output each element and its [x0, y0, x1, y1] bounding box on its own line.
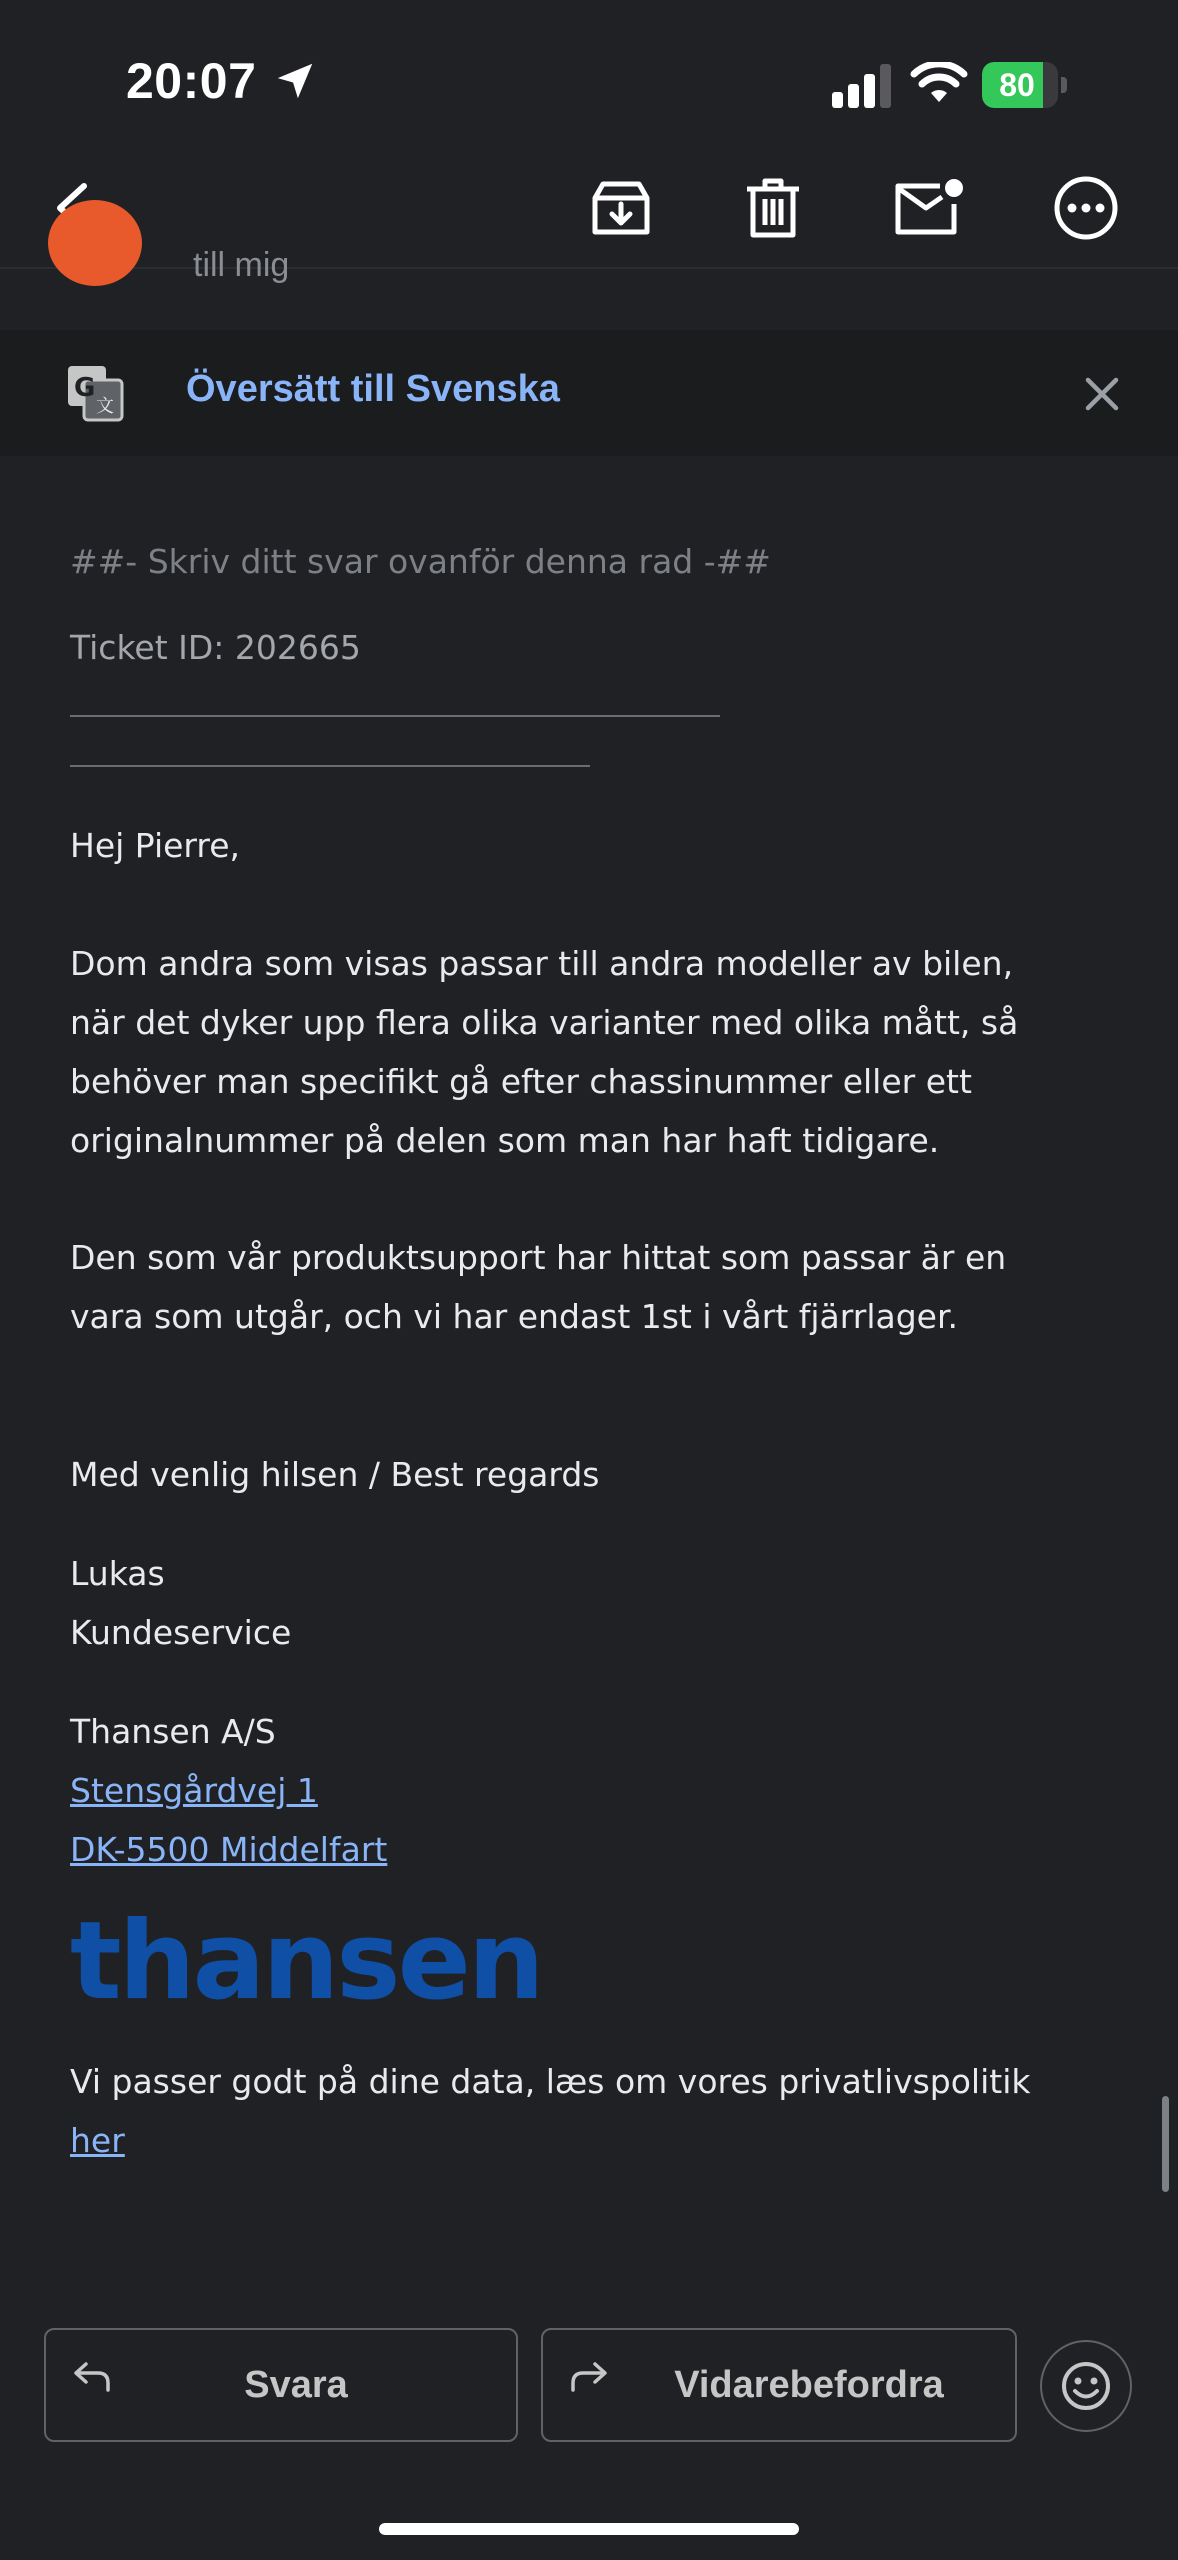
reply-label: Svara	[244, 2364, 348, 2406]
more-icon	[1053, 175, 1119, 241]
reply-button[interactable]	[44, 2328, 518, 2442]
location-arrow-icon	[272, 58, 318, 104]
delete-button[interactable]	[733, 168, 813, 248]
signature-department: Kundeservice	[70, 1613, 292, 1652]
recipient-line[interactable]: till mig	[193, 246, 290, 284]
message-paragraph-2	[70, 1228, 1006, 1346]
paragraph-line: vara som utgår, och vi har endast 1st i vårt fjärrlager.	[70, 1297, 959, 1336]
message-paragraph-1	[70, 934, 1018, 1170]
paragraph-line: originalnummer på delen som man har haft tidigare.	[70, 1121, 940, 1160]
separator-line	[70, 715, 720, 717]
toolbar-divider	[0, 267, 1178, 269]
battery-charging-icon	[982, 62, 1070, 108]
address-street-link[interactable]: Stensgårdvej 1	[70, 1771, 318, 1810]
privacy-link[interactable]: her	[70, 2121, 125, 2160]
sender-avatar[interactable]	[48, 200, 142, 286]
paragraph-line: Den som vår produktsupport har hittat som passar är en	[70, 1238, 1007, 1277]
address-city-link[interactable]: DK-5500 Middelfart	[70, 1830, 388, 1869]
privacy-text: Vi passer godt på dine data, læs om vores privatlivspolitik	[70, 2062, 1031, 2101]
translate-link[interactable]: Översätt till Svenska	[186, 368, 560, 410]
svg-text:文: 文	[96, 396, 114, 417]
emoji-reaction-button[interactable]	[1040, 2340, 1132, 2432]
paragraph-line: när det dyker upp flera olika varianter med olika mått, så	[70, 1003, 1019, 1042]
company-name: Thansen A/S	[70, 1712, 276, 1751]
status-time: 20:07	[126, 53, 257, 109]
close-icon[interactable]	[1072, 366, 1132, 422]
paragraph-line: Dom andra som visas passar till andra modeller av bilen,	[70, 944, 1014, 983]
thansen-logo: thansen	[70, 1899, 542, 2024]
mark-unread-button[interactable]	[888, 168, 968, 248]
more-options-button[interactable]	[1046, 168, 1126, 248]
closing-regards: Med venlig hilsen / Best regards	[70, 1455, 600, 1494]
paragraph-line: behöver man specifikt gå efter chassinummer eller ett	[70, 1062, 972, 1101]
home-indicator[interactable]	[379, 2523, 799, 2535]
signature-name: Lukas	[70, 1554, 165, 1593]
translate-icon	[66, 364, 124, 422]
forward-label: Vidarebefordra	[674, 2364, 944, 2406]
battery-percent: 80	[999, 67, 1035, 103]
reply-marker: ##- Skriv ditt svar ovanför denna rad -##	[70, 542, 771, 581]
trash-icon	[743, 175, 803, 241]
translate-bar	[0, 330, 1178, 456]
ticket-id: Ticket ID: 202665	[70, 628, 361, 667]
mark-unread-icon	[892, 178, 964, 238]
separator-line	[70, 765, 590, 767]
wifi-icon	[910, 62, 968, 108]
greeting: Hej Pierre,	[70, 826, 241, 865]
svg-text:G: G	[74, 373, 96, 403]
archive-button[interactable]	[581, 168, 661, 248]
smiley-icon	[1060, 2360, 1112, 2412]
archive-icon	[589, 176, 653, 240]
forward-button[interactable]	[541, 2328, 1017, 2442]
scrollbar[interactable]	[1162, 2096, 1169, 2192]
cellular-signal-icon	[832, 64, 894, 108]
